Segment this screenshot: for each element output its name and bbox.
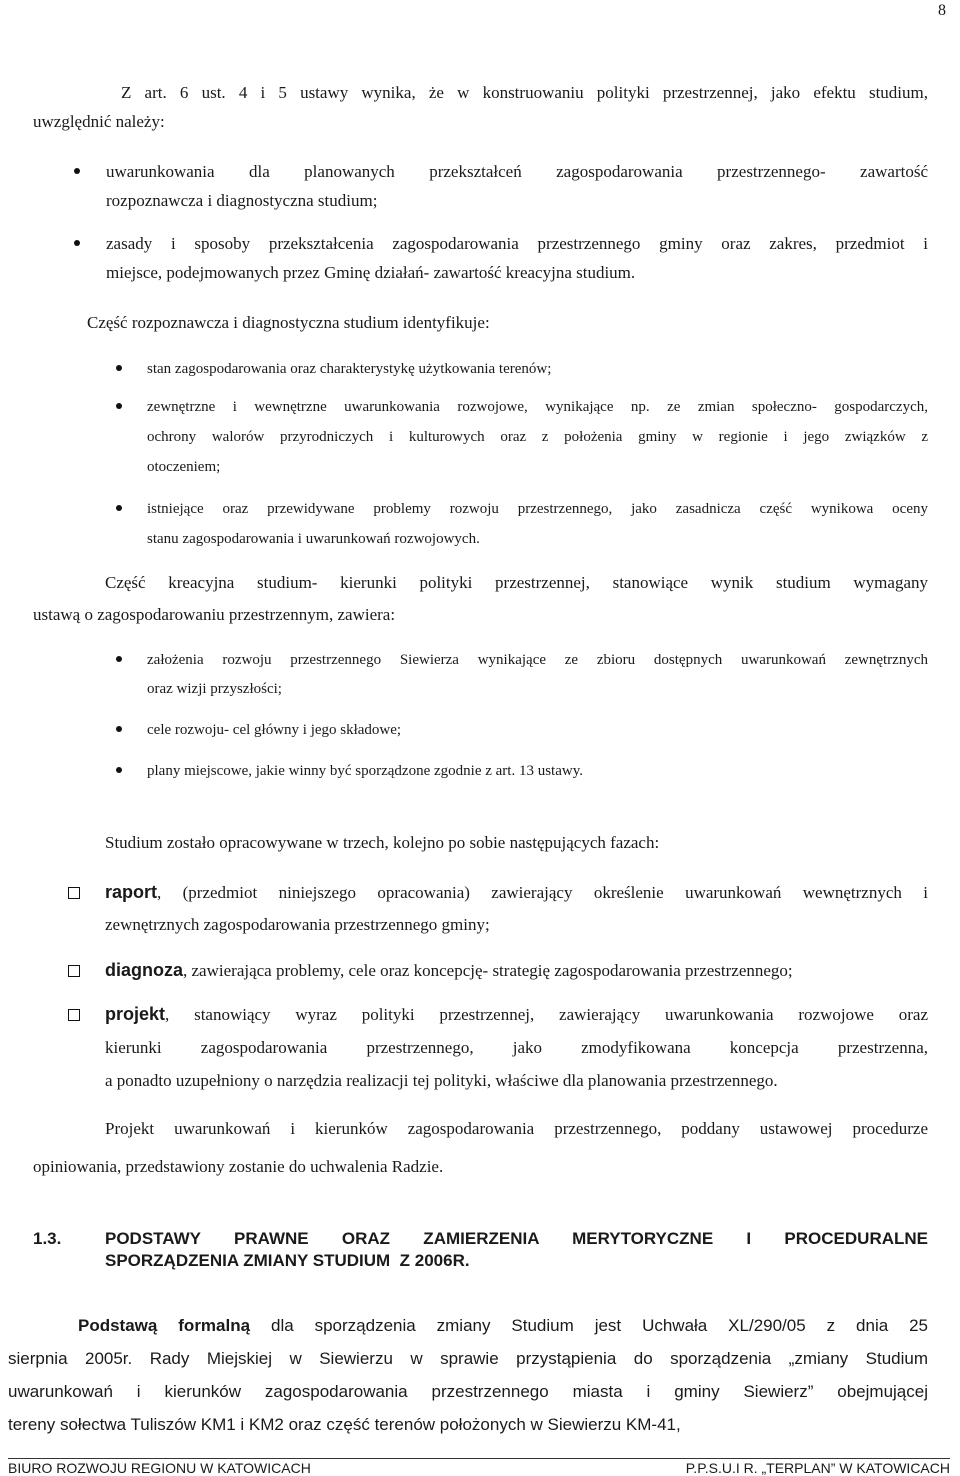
bullet-text: istniejące oraz przewidywane problemy rozwoju przestrzennego, jako zasadnicza część wynikowa oceny <box>147 501 928 517</box>
legal-paragraph <box>8 1309 928 1441</box>
bullet-item <box>116 716 928 745</box>
phase-item-projekt <box>68 998 928 1097</box>
bullet-text: uwarunkowania dla planowanych przekształceń zagospodarowania przestrzennego- zawartość <box>106 162 928 181</box>
bullet-dot-icon <box>74 240 80 246</box>
bullet-dot-icon <box>74 168 80 174</box>
phase-text: a ponadto uzupełniony o narzędzia realizacji tej polityki, właściwe dla planowania przestrzennego. <box>105 1071 778 1090</box>
bullet-dot-icon <box>116 505 122 511</box>
kreac-paragraph <box>33 567 928 631</box>
bullet-text: oraz wizji przyszłości; <box>147 681 282 697</box>
phase-text: kierunki zagospodarowania przestrzennego, jako zmodyfikowana koncepcja przestrzenna, <box>105 1038 928 1057</box>
phase-text: , (przedmiot niniejszego opracowania) zawierający określenie uwarunkowań wewnętrznych i <box>157 883 928 902</box>
phase-text: , zawierająca problemy, cele oraz koncepcję- strategię zagospodarowania przestrzennego; <box>183 961 793 980</box>
phase-text: , stanowiący wyraz polityki przestrzennej, zawierający uwarunkowania rozwojowe oraz <box>165 1005 928 1024</box>
legal-text: uwarunkowań i kierunków zagospodarowania przestrzennego miasta i gminy Siewierz” obejmującej <box>8 1382 928 1401</box>
page-number: 8 <box>938 2 946 19</box>
bullet-dot-icon <box>116 767 122 773</box>
section-title-line-1: PODSTAWY PRAWNE ORAZ ZAMIERZENIA MERYTORYCZNE I PROCEDURALNE <box>105 1229 928 1248</box>
bullet-text: miejsce, podejmowanych przez Gminę działań- zawartość kreacyjna studium. <box>106 263 636 282</box>
bullet-item <box>116 757 928 786</box>
bullet-item <box>74 229 928 287</box>
intro-line-2: uwzględnić należy: <box>33 112 165 131</box>
bullet-item <box>74 157 928 215</box>
bullet-dot-icon <box>116 726 122 732</box>
kreac-line-2: ustawą o zagospodarowaniu przestrzennym, zawiera: <box>33 605 396 624</box>
legal-text: tereny sołectwa Tuliszów KM1 i KM2 oraz część terenów położonych w Siewierzu KM-41, <box>8 1415 681 1434</box>
diag-bullets <box>116 356 928 554</box>
legal-text: sierpnia 2005r. Rady Miejskiej w Siewierzu w sprawie przystąpienia do sporządzenia „zmiany Studium <box>8 1349 928 1368</box>
footer-left: BIURO ROZWOJU REGIONU W KATOWICACH <box>8 1460 311 1476</box>
projekt-paragraph <box>33 1110 928 1186</box>
phases-intro: Studium zostało opracowywane w trzech, kolejno po sobie następujących fazach: <box>105 833 660 852</box>
bullet-text: otoczeniem; <box>147 459 221 475</box>
section-number: 1.3. <box>33 1229 62 1248</box>
bullet-text: ochrony walorów przyrodniczych i kulturowych oraz z położenia gminy w regionie i jego związków z <box>147 429 928 445</box>
checkbox-square-icon <box>68 965 80 977</box>
section-title-line-2: SPORZĄDZENIA ZMIANY STUDIUM Z 2006R. <box>105 1251 470 1270</box>
footer-right: P.P.S.U.I R. „TERPLAN” W KATOWICACH <box>685 1460 950 1476</box>
kreac-bullets <box>116 646 928 786</box>
bullet-text: stan zagospodarowania oraz charakterystykę użytkowania terenów; <box>147 361 552 377</box>
legal-bold: Podstawą formalną <box>78 1316 251 1335</box>
phase-term: raport <box>105 882 158 902</box>
bullet-text: założenia rozwoju przestrzennego Siewierza wynikające ze zbioru dostępnych uwarunkowań zewnętrznych <box>147 652 928 668</box>
checkbox-square-icon <box>68 1009 80 1021</box>
page-footer <box>8 1458 950 1476</box>
intro-bullets <box>74 157 928 287</box>
phase-item-raport <box>68 876 928 941</box>
bullet-text: plany miejscowe, jakie winny być sporządzone zgodnie z art. 13 ustawy. <box>147 763 583 779</box>
bullet-item <box>116 494 928 554</box>
intro-paragraph <box>33 78 928 136</box>
bullet-text: zasady i sposoby przekształcenia zagospodarowania przestrzennego gminy oraz zakres, przedmiot i <box>106 234 928 253</box>
bullet-dot-icon <box>116 656 122 662</box>
projekt-line-1: Projekt uwarunkowań i kierunków zagospodarowania przestrzennego, poddany ustawowej procedurze <box>105 1119 928 1138</box>
bullet-dot-icon <box>116 365 122 371</box>
phase-text: zewnętrznych zagospodarowania przestrzennego gminy; <box>105 915 490 934</box>
phase-term: projekt <box>105 1004 166 1024</box>
bullet-text: zewnętrzne i wewnętrzne uwarunkowania rozwojowe, wynikające np. ze zmian społeczno- gospodarczych, <box>147 399 928 415</box>
diag-heading: Część rozpoznawcza i diagnostyczna studium identyfikuje: <box>87 313 490 332</box>
bullet-item <box>116 356 928 382</box>
phase-term: diagnoza <box>105 960 184 980</box>
bullet-text: stanu zagospodarowania i uwarunkowań rozwojowych. <box>147 531 480 547</box>
bullet-item <box>116 646 928 704</box>
bullet-text: cele rozwoju- cel główny i jego składowe; <box>147 722 402 738</box>
checkbox-square-icon <box>68 887 80 899</box>
phase-item-diagnoza <box>68 954 928 987</box>
phases-list <box>68 876 928 1097</box>
bullet-text: rozpoznawcza i diagnostyczna studium; <box>106 191 378 210</box>
bullet-dot-icon <box>116 403 122 409</box>
section-heading <box>33 1228 928 1272</box>
kreac-line-1: Część kreacyjna studium- kierunki polityki przestrzennej, stanowiące wynik studium wymagany <box>105 573 928 592</box>
legal-text: dla sporządzenia zmiany Studium jest Uchwała XL/290/05 z dnia 25 <box>250 1316 928 1335</box>
projekt-line-2: opiniowania, przedstawiony zostanie do uchwalenia Radzie. <box>33 1157 444 1176</box>
intro-line-1: Z art. 6 ust. 4 i 5 ustawy wynika, że w konstruowaniu polityki przestrzennej, jako efektu studium, <box>121 83 928 102</box>
bullet-item <box>116 392 928 482</box>
